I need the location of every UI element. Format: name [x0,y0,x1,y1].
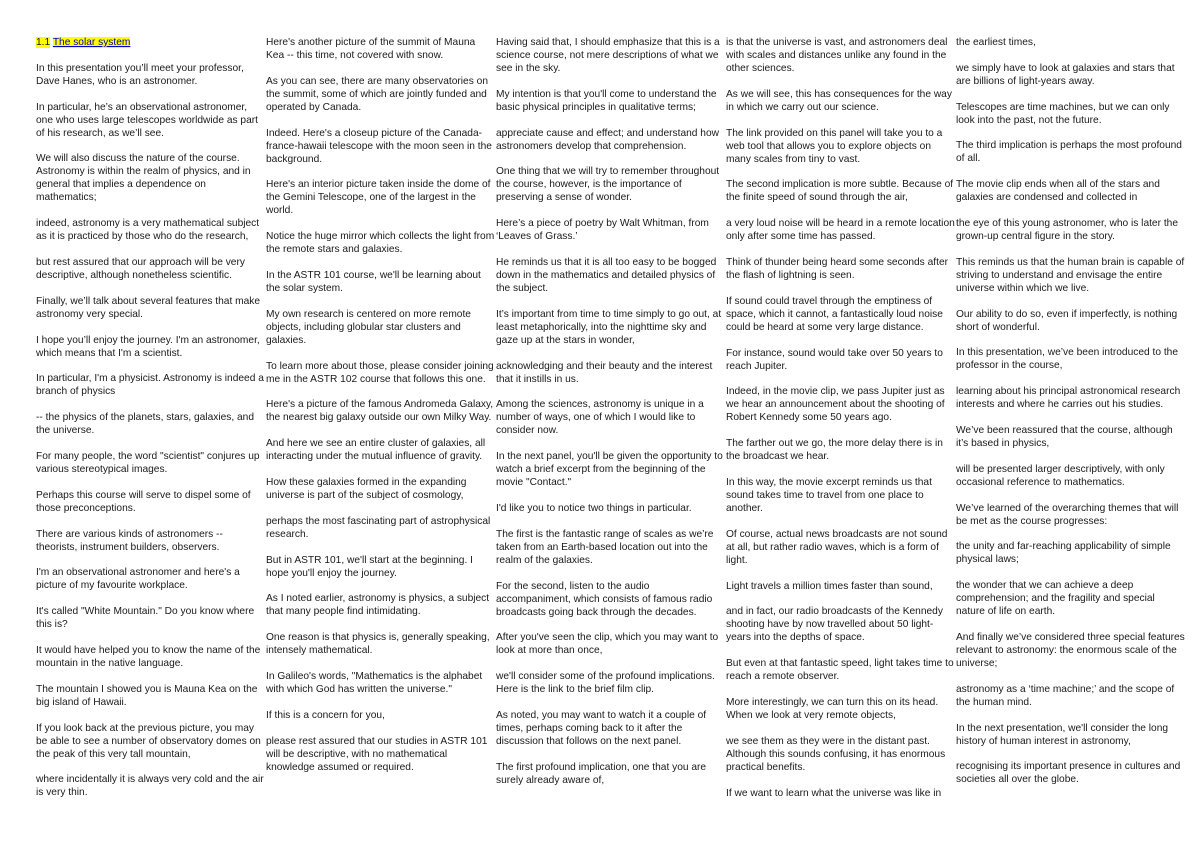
paragraph: acknowledging and their beauty and the interest that it instills in us. [496,360,713,385]
paragraph: In this presentation you’ll meet your professor, Dave Hanes, who is an astronomer. [36,62,244,87]
paragraph: The mountain I showed you is Mauna Kea on the big island of Hawaii. [36,683,258,708]
paragraph: If sound could travel through the emptiness of space, which it cannot, a fantastically loud noise could be heard at some very large distance. [726,295,943,333]
paragraph: For instance, sound would take over 50 years to reach Jupiter. [726,347,943,372]
paragraph: Think of thunder being heard some seconds after the flash of lightning is seen. [726,256,948,281]
paragraph: For the second, listen to the audio accompaniment, which consists of famous radio broadcasts going back through the decades. [496,580,713,618]
paragraph: but rest assured that our approach will be very descriptive, although nonetheless scientific. [36,256,245,281]
paragraph: we see them as they were in the distant past. Although this sounds confusing, it has enormous practical benefits. [726,735,946,773]
paragraph: we simply have to look at galaxies and stars that are billions of light-years away. [956,62,1175,87]
paragraph: perhaps the most fascinating part of astrophysical research. [266,515,491,540]
paragraph: we'll consider some of the profound implications. Here is the link to the brief film clip. [496,671,715,696]
paragraph: As you can see, there are many observatories on the summit, some of which are jointly funded and operated by Canada. [266,75,488,113]
paragraph: Among the sciences, astronomy is unique in a number of ways, one of which I would like to consider now. [496,399,704,437]
paragraph: appreciate cause and effect; and understand how astronomers develop that comprehension. [496,127,719,152]
paragraph: As we will see, this has consequences for the way in which we carry out our science. [726,88,952,113]
paragraph: astronomy as a ‘time machine;’ and the scope of the human mind. [956,683,1175,708]
paragraph: After you've seen the clip, which you may want to look at more than once, [496,632,719,657]
section-title-link[interactable]: The solar system [52,37,131,48]
paragraph: In Galileo's words, "Mathematics is the alphabet with which God has written the universe." [266,670,483,695]
paragraph: In the next presentation, we'll consider the long history of human interest in astronomy, [956,722,1169,747]
paragraph: I hope you’ll enjoy the journey. I'm an astronomer, which means that I'm a scientist. [36,334,260,359]
paragraph: Notice the huge mirror which collects the light from the remote stars and galaxies. [266,231,495,256]
paragraph: the earliest times, [956,37,1036,48]
paragraph: But in ASTR 101, we'll start at the beginning. I hope you'll enjoy the journey. [266,554,473,579]
paragraph: Finally, we’ll talk about several features that make astronomy very special. [36,295,261,320]
paragraph: There are various kinds of astronomers -- theorists, instrument builders, observers. [36,528,223,553]
paragraph: It would have helped you to know the name of the mountain in the native language. [36,644,261,669]
paragraph: This reminds us that the human brain is capable of striving to understand and envisage the entire universe within which we live. [956,256,1185,294]
paragraph: To learn more about those, please consider joining me in the ASTR 102 course that follows this one. [266,360,494,385]
paragraph: He reminds us that it is all too easy to be bogged down in the mathematics and detailed physics of the subject. [496,256,717,294]
paragraph: It's called "White Mountain." Do you know where this is? [36,606,255,631]
paragraph: Here's a picture of the famous Andromeda Galaxy, the nearest big galaxy outside our own Milky Way. [266,399,494,424]
paragraph: We’ve learned of the overarching themes that will be met as the course progresses: [956,502,1179,527]
paragraph: In this presentation, we’ve been introduced to the professor in the course, [956,347,1179,372]
text-column-2 [266,36,496,848]
paragraph: The third implication is perhaps the most profound of all. [956,140,1182,165]
paragraph: the eye of this young astronomer, who is later the grown-up central figure in the story. [956,217,1178,242]
paragraph: If we want to learn what the universe was like in [726,787,942,799]
paragraph: But even at that fantastic speed, light takes time to reach a remote observer. [726,658,954,683]
paragraph: It’s important from time to time simply to go out, at least metaphorically, into the nighttime sky and gaze up at the stars in wonder, [496,308,722,346]
paragraph: One reason is that physics is, generally speaking, intensely mathematical. [266,632,490,657]
paragraph: and in fact, our radio broadcasts of the Kennedy shooting have by now travelled about 50 light-years into the depths of space. [726,606,943,644]
paragraph: We will also discuss the nature of the course. Astronomy is within the realm of physics, and in general that implies a dependence on mathematics; [36,153,251,204]
paragraph: One thing that we will try to remember throughout the course, however, is the importance of preserving a sense of wonder. [496,166,720,204]
paragraph: Our ability to do so, even if imperfectly, is nothing short of wonderful. [956,308,1178,333]
paragraph: Here's an interior picture taken inside the dome of the Gemini Telescope, one of the largest in the world. [266,179,491,217]
paragraph: Indeed, in the movie clip, we pass Jupiter just as we hear an announcement about the shooting of Robert Kennedy some 50 years ago. [726,386,945,424]
paragraph: Telescopes are time machines, but we can only look into the past, not the future. [956,101,1170,126]
paragraph: The first profound implication, one that you are surely already aware of, [496,761,707,786]
paragraph: If you look back at the previous picture, you may be able to see a number of observatory domes on the peak of this very tall mountain, [36,722,261,760]
paragraph: I'd like you to notice two things in particular. [496,502,692,514]
paragraph: indeed, astronomy is a very mathematical subject as it is practiced by those who do the research, [36,218,260,243]
section-number: 1.1 [36,37,51,48]
paragraph: My own research is centered on more remote objects, including globular star clusters and galaxies. [266,308,471,346]
paragraph: For many people, the word "scientist" conjures up various stereotypical images. [36,450,260,475]
text-column-1 [36,36,266,848]
paragraph: is that the universe is vast, and astronomers deal with scales and distances unlike any found in the other sciences. [726,37,948,74]
paragraph: Of course, actual news broadcasts are not sound at all, but rather radio waves, which is a form of light. [726,528,948,566]
paragraph: The first is the fantastic range of scales as we’re taken from an Earth-based location out into the realm of the galaxies. [496,528,714,566]
paragraph: In this way, the movie excerpt reminds us that sound takes time to travel from one place to another. [726,476,932,514]
paragraph: I'm an observational astronomer and here's a picture of my favourite workplace. [36,567,240,592]
paragraph: recognising its important presence in cultures and societies all over the globe. [956,761,1181,786]
paragraph: Light travels a million times faster than sound, [726,580,933,592]
paragraph: As I noted earlier, astronomy is physics, a subject that many people find intimidating. [266,593,490,618]
paragraph: The link provided on this panel will take you to a web tool that allows you to explore objects on many scales from tiny to vast. [726,127,943,165]
paragraph: Here's another picture of the summit of Mauna Kea -- this time, not covered with snow. [266,37,476,61]
paragraph: In the ASTR 101 course, we'll be learning about the solar system. [266,269,481,294]
paragraph: Having said that, I should emphasize that this is a science course, not mere descriptions of what we see in the sky. [496,37,720,74]
text-column-5 [956,36,1186,848]
paragraph: the wonder that we can achieve a deep comprehension; and the fragility and special nature of life on earth. [956,580,1155,618]
section-heading [36,36,266,49]
paragraph: Perhaps this course will serve to dispel some of those preconceptions. [36,489,251,514]
paragraph: More interestingly, we can turn this on its head. When we look at very remote objects, [726,696,939,721]
paragraph: And here we see an entire cluster of galaxies, all interacting under the mutual influence of gravity. [266,438,486,463]
text-column-4 [726,36,956,848]
paragraph: a very loud noise will be heard in a remote location only after some time has passed. [726,218,955,243]
paragraph: Indeed. Here's a closeup picture of the Canada-france-hawaii telescope with the moon seen in the background. [266,127,492,165]
paragraph: In the next panel, you'll be given the opportunity to watch a brief excerpt from the beginning of the movie "Contact." [496,451,723,489]
paragraph: The farther out we go, the more delay there is in the broadcast we hear. [726,438,943,463]
paragraph: In particular, I'm a physicist. Astronomy is indeed a branch of physics [36,373,264,398]
paragraph: The second implication is more subtle. Because of the finite speed of sound through the air, [726,179,954,204]
paragraph: How these galaxies formed in the expanding universe is part of the subject of cosmology, [266,476,467,501]
paragraph: We’ve been reassured that the course, although it’s based in physics, [956,424,1173,449]
paragraph: If this is a concern for you, [266,709,385,721]
paragraph: The movie clip ends when all of the stars and galaxies are condensed and collected in [956,179,1160,204]
paragraph: And finally we’ve considered three special features relevant to astronomy: the enormous scale of the universe; [956,631,1185,669]
paragraph: the unity and far-reaching applicability of simple physical laws; [956,541,1171,566]
paragraph: My intention is that you'll come to understand the basic physical principles in qualitative terms; [496,88,717,113]
paragraph: learning about his principal astronomical research interests and where he carries out his studies. [956,386,1181,411]
paragraph: where incidentally it is always very cold and the air is very thin. [36,774,264,799]
paragraph: will be presented larger descriptively, with only occasional reference to mathematics. [956,463,1165,488]
paragraph: In particular, he’s an observational astronomer, one who uses large telescopes worldwide as part of his research, as we’ll see. [36,101,258,139]
paragraph: -- the physics of the planets, stars, galaxies, and the universe. [36,412,255,437]
paragraph: Here’s a piece of poetry by Walt Whitman, from ‘Leaves of Grass.’ [496,218,709,243]
paragraph: As noted, you may want to watch it a couple of times, perhaps coming back to it after the discussion that follows on the next panel. [496,709,707,747]
paragraph: please rest assured that our studies in ASTR 101 will be descriptive, with no mathematical knowledge assumed or required. [266,735,488,773]
text-column-3 [496,36,726,848]
